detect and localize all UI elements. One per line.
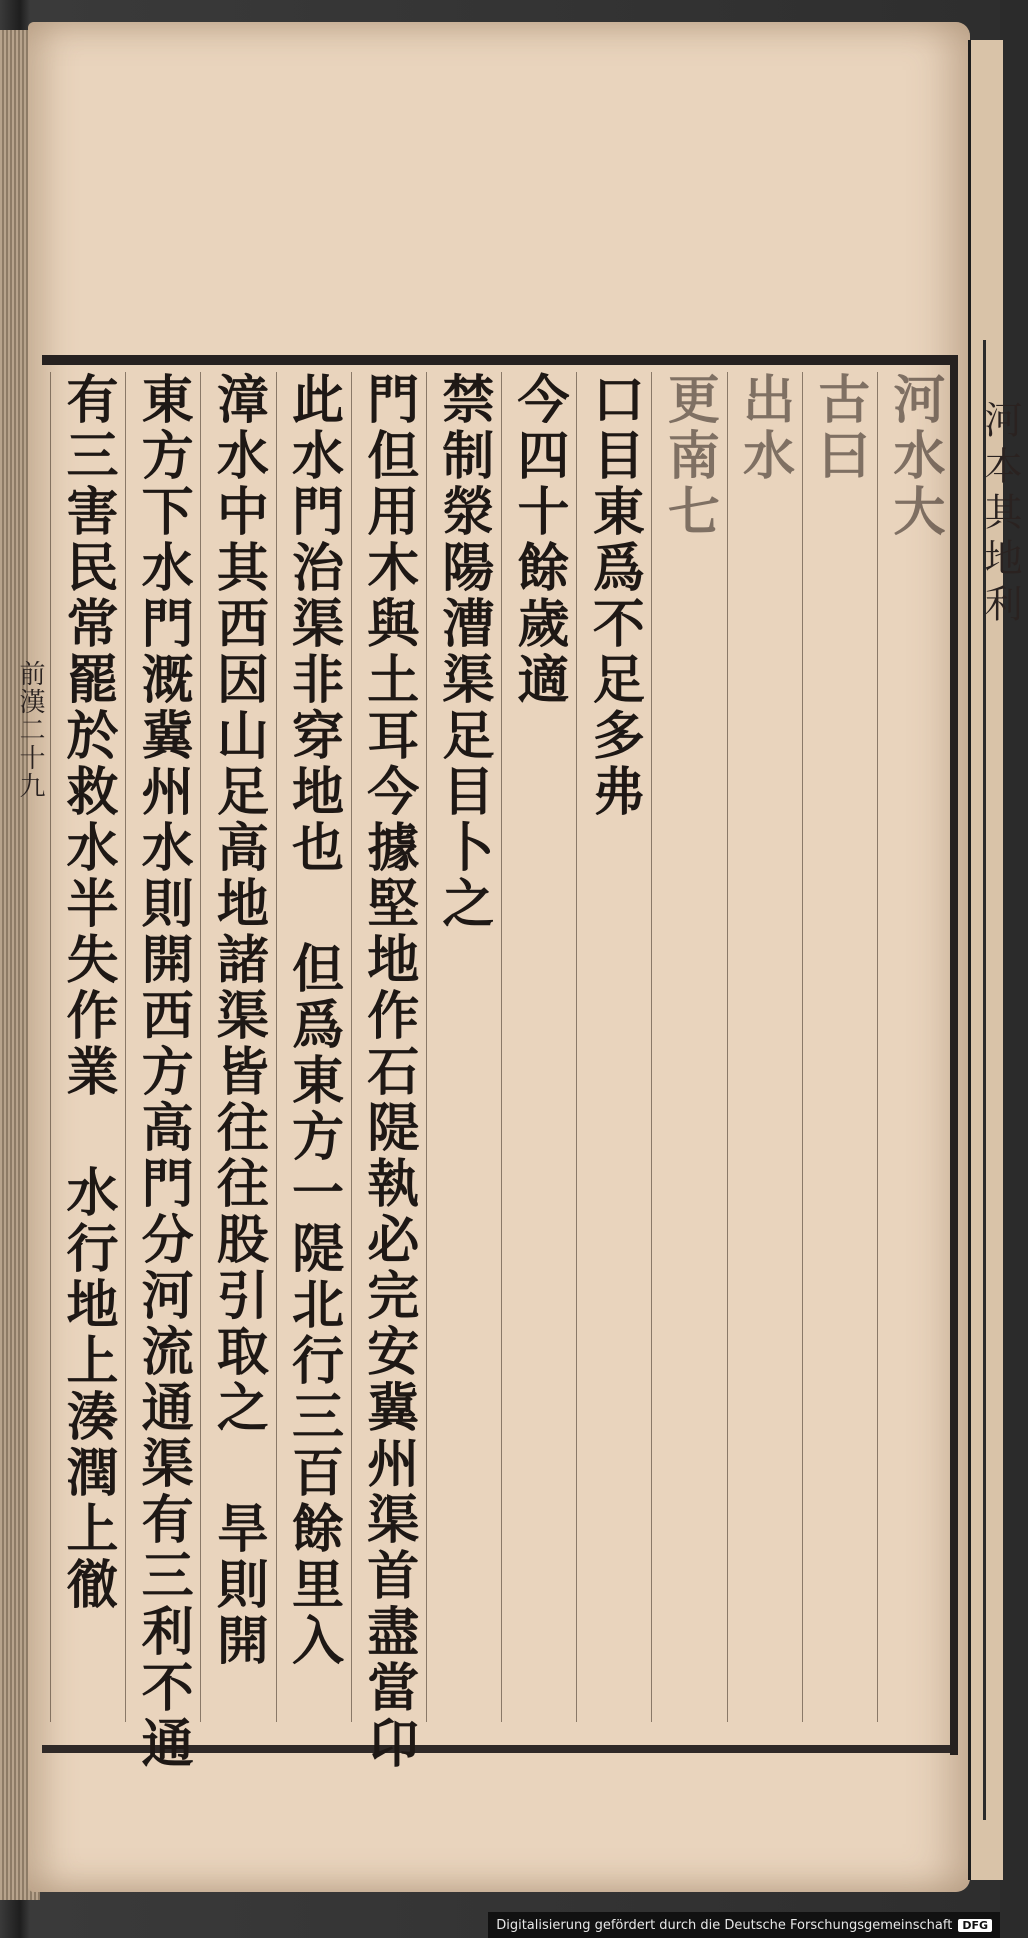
text-column [877, 372, 950, 1722]
text-column [426, 372, 499, 1722]
column-text: 有三害民常罷於救水半失作業 水行地上湊潤上徹 [57, 372, 118, 1613]
column-text: 今四十餘歲適 [508, 372, 570, 708]
text-column [576, 372, 649, 1722]
frame-right-border [950, 355, 958, 1755]
text-column [351, 372, 424, 1772]
column-text: 河水大 [883, 372, 945, 540]
next-page-text: 河本其地利 [978, 400, 1022, 630]
next-page-sliver [968, 40, 1022, 1880]
text-column [276, 372, 349, 1722]
column-text: 東方下水門溉冀州水則開西方高門分河流通渠有三利不通 [132, 372, 194, 1772]
text-column [651, 372, 724, 1722]
text-column [727, 372, 800, 1722]
column-text: 出水 [733, 372, 795, 484]
column-text: 門但用木與土耳今據堅地作石隄執必完安冀州渠首盡當卬 [357, 372, 419, 1772]
text-column [501, 372, 574, 1722]
column-text: 更南七 [658, 372, 720, 540]
footer-credit [488, 1912, 1000, 1938]
column-text: 漳水中其西因山足高地諸渠皆往往股引取之 旱則開 [207, 372, 269, 1669]
footer-text: Digitalisierung gefördert durch die Deutsche Forschungsgemeinschaft [496, 1917, 953, 1933]
column-text: 古曰 [808, 372, 870, 484]
text-columns [50, 372, 950, 1772]
text-column [125, 372, 198, 1772]
text-column [50, 372, 123, 1722]
column-text: 口目東爲不足多弗 [583, 372, 645, 820]
column-text: 禁制滎陽漕渠足目卜之 [432, 372, 494, 932]
text-column [802, 372, 875, 1722]
dfg-logo: DFG [958, 1919, 992, 1932]
spine-label: 前漢二十九 [15, 660, 45, 800]
column-text: 此水門治渠非穿地也 但爲東方一隄北行三百餘里入 [282, 372, 344, 1669]
text-column [200, 372, 273, 1722]
